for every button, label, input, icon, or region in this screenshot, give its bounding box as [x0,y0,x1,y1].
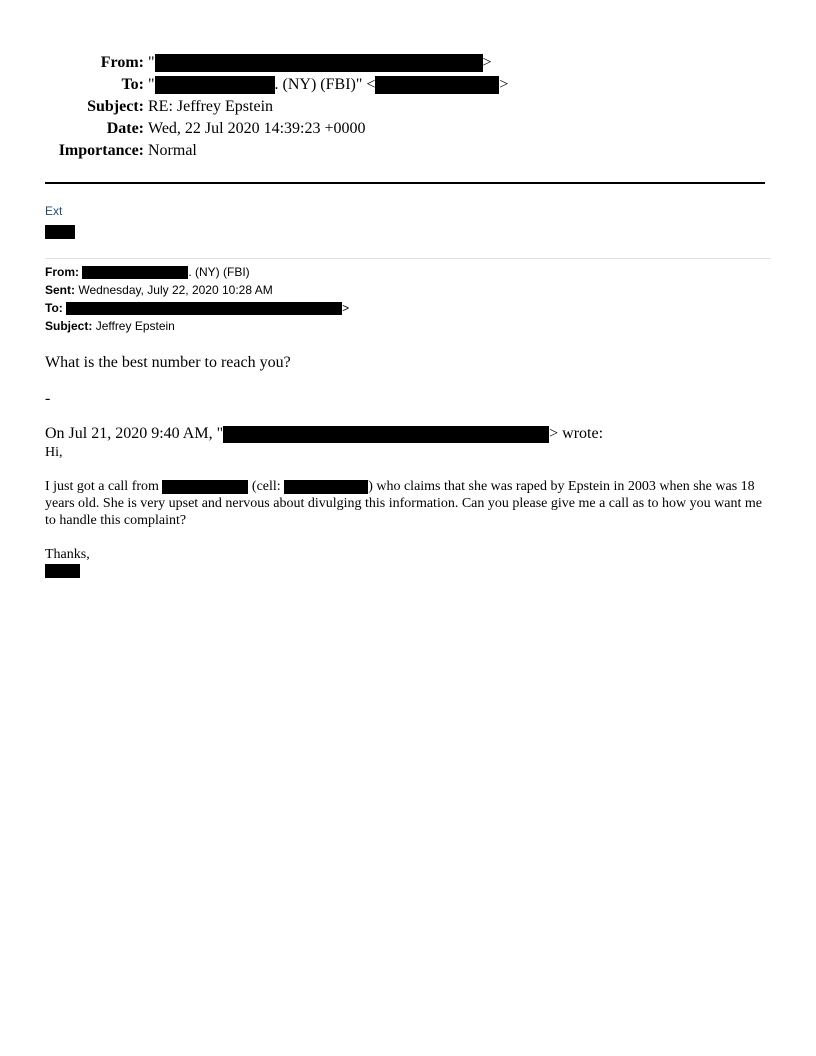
from-label: From: [100,54,144,71]
redaction-box [162,480,248,494]
quote-greeting: Hi, [45,445,63,460]
forwarded-subject-label: Subject: [45,319,93,333]
quote-intro-start: On Jul 21, 2020 9:40 AM, " [45,425,224,442]
forwarded-sent-row [45,281,349,299]
header-divider [45,182,765,184]
quote-body-part2: (cell: [248,479,285,494]
subject-value: RE: Jeffrey Epstein [148,98,274,115]
redaction-box [45,564,80,578]
header-from-row [0,52,816,74]
subject-label: Subject: [87,98,144,115]
forwarded-from-label: From: [45,265,79,279]
forwarded-sent-label: Sent: [45,283,75,297]
forwarded-sent-value: Wednesday, July 22, 2020 10:28 AM [78,283,273,297]
redaction-box [284,480,368,494]
forwarded-to-row [45,299,349,317]
quote-body [45,478,773,529]
redaction-box [155,76,275,94]
redaction-box [45,225,75,239]
header-to-row [0,74,816,96]
importance-value: Normal [148,142,197,159]
forwarded-subject-row [45,317,349,335]
quote-body-part1: I just got a call from [45,479,163,494]
from-quote: " [148,54,155,71]
to-label: To: [121,76,144,93]
forwarded-header [45,263,349,335]
redaction-box [223,426,549,443]
header-date-row [0,118,816,140]
forwarded-from-row [45,263,349,281]
quote-intro [45,425,603,443]
redaction-box [82,266,188,279]
forwarded-subject-value: Jeffrey Epstein [95,319,175,333]
from-value [148,52,492,74]
importance-label: Importance: [58,142,144,159]
redaction-box [375,76,499,94]
forward-divider [45,258,771,259]
from-angle-close: > [482,54,492,71]
forwarded-to-close: > [342,301,350,315]
forwarded-to-label: To: [45,301,63,315]
quote-closing: Thanks, [45,547,90,562]
forwarded-from-suffix: . (NY) (FBI) [188,265,250,279]
to-angle-close: > [499,76,509,93]
email-header [0,52,816,162]
date-value: Wed, 22 Jul 2020 14:39:23 +0000 [148,120,366,137]
to-affiliation: . (NY) (FBI)" < [274,76,376,93]
external-tag: Ext [45,204,63,218]
message-dash: - [45,390,51,407]
date-label: Date: [106,120,144,137]
message-question: What is the best number to reach you? [45,354,291,371]
to-value [148,74,508,96]
quote-body-part3: ) who claims that she was raped by Epstein in 2003 when she was 18 years old. She is very upset and nervous about divulging this information. Can you please give me a call as to how you want me to handle this complaint? [45,479,762,528]
redaction-box [66,302,342,315]
header-importance-row [0,140,816,162]
redaction-box [155,54,483,72]
to-quote: " [148,76,155,93]
header-subject-row [0,96,816,118]
quote-intro-end: > wrote: [549,425,604,442]
